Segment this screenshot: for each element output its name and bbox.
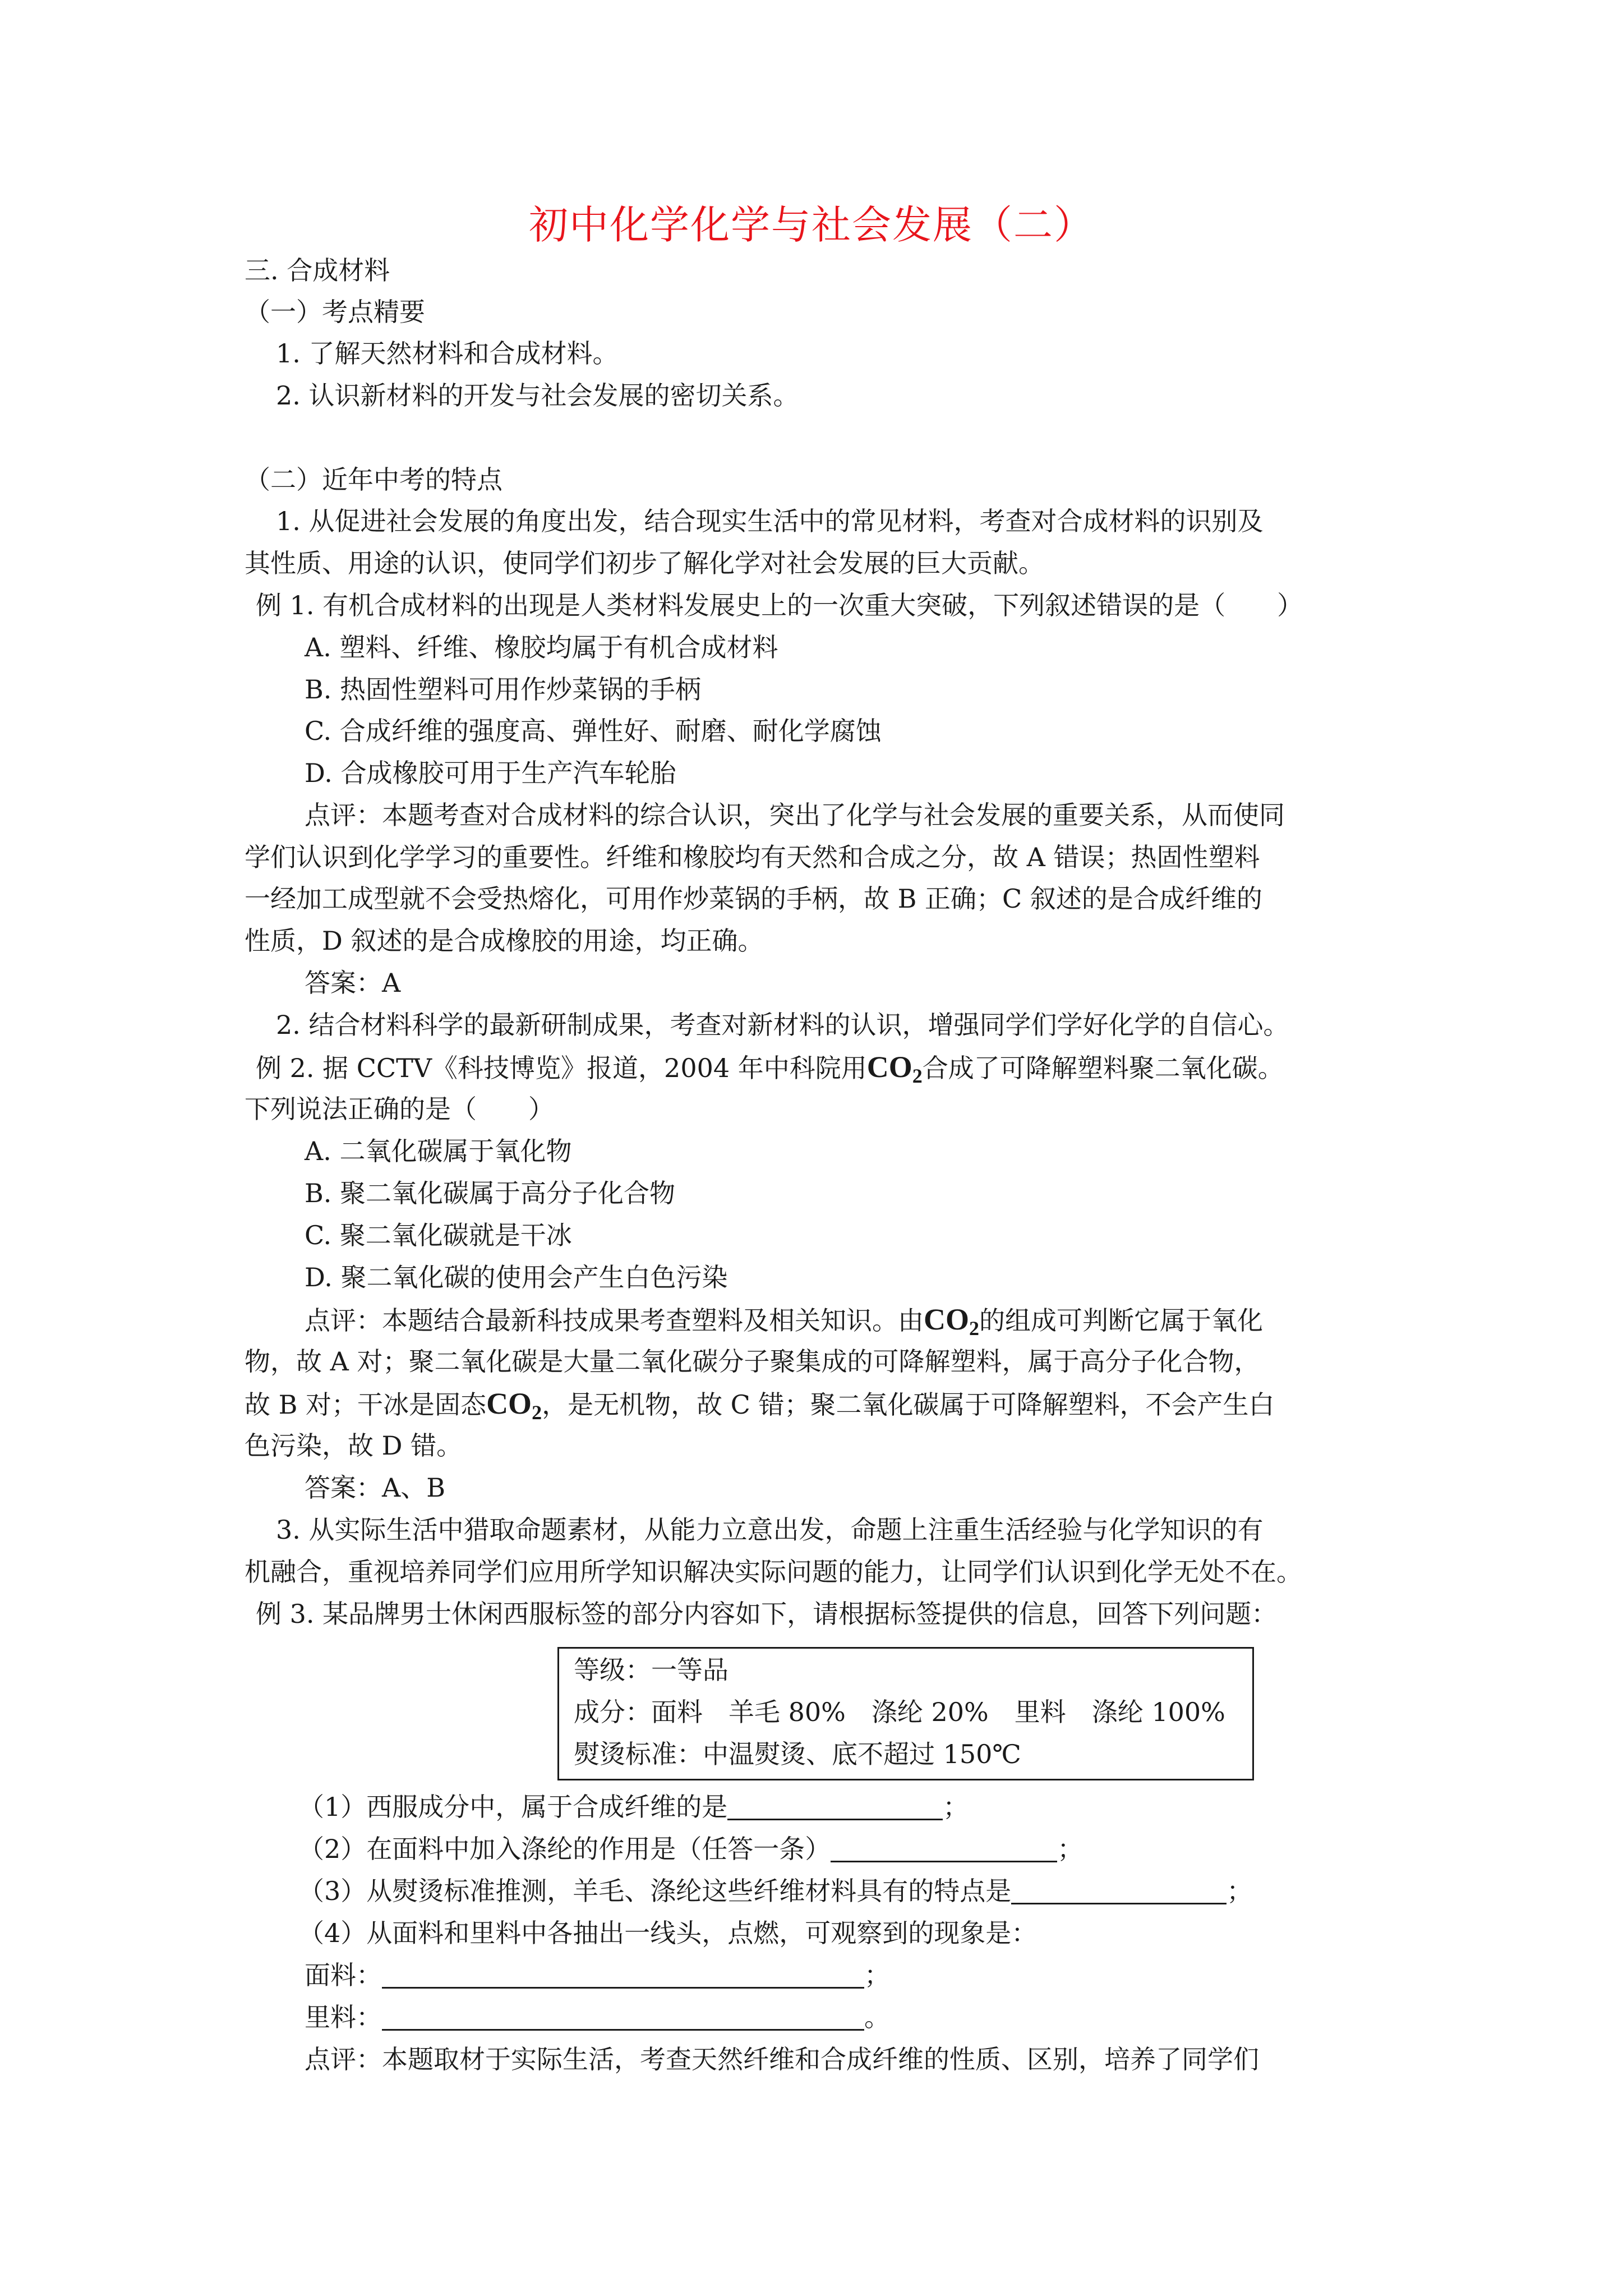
answer-line: 答案：A	[305, 968, 401, 998]
page-title: 初中化学化学与社会发展（二）	[529, 202, 1094, 248]
comment-line: 学们认识到化学学习的重要性。纤维和橡胶均有天然和合成之分，故 A 错误；热固性塑料	[245, 842, 1260, 872]
paragraph-line: 其性质、用途的认识，使同学们初步了解化学对社会发展的巨大贡献。	[245, 548, 1044, 578]
question-text: 合成了可降解塑料聚二氧化碳。	[922, 1053, 1284, 1083]
comment-line: 点评：本题考查对合成材料的综合认识，突出了化学与社会发展的重要关系，从而使同	[305, 800, 1285, 830]
face-fabric-answer	[305, 1958, 890, 1992]
paragraph-line: 1. 从促进社会发展的角度出发，结合现实生活中的常见材料，考查对合成材料的识别及	[276, 506, 1264, 536]
option-c: C. 聚二氧化碳就是干冰	[305, 1220, 572, 1250]
answer-label: 面料：	[305, 1960, 382, 1990]
option-b: B. 聚二氧化碳属于高分子化合物	[305, 1178, 676, 1208]
punctuation: ；	[864, 1960, 890, 1990]
chemical-formula	[486, 1387, 542, 1424]
question-text: （1）西服成分中，属于合成纤维的是	[298, 1792, 728, 1822]
comment-text: 故 B 对；干冰是固态	[245, 1389, 487, 1420]
option-a: A. 塑料、纤维、橡胶均属于有机合成材料	[305, 632, 778, 662]
option-c: C. 合成纤维的强度高、弹性好、耐磨、耐化学腐蚀	[305, 716, 882, 746]
punctuation: ；	[1057, 1834, 1083, 1864]
answer-label: 里料：	[305, 2002, 382, 2032]
question-2	[298, 1832, 1083, 1866]
question-text: 例 2. 据 CCTV《科技博览》报道，2004 年中科院用	[256, 1053, 867, 1083]
subsection-heading: （二）近年中考的特点	[245, 464, 502, 495]
comment-line	[305, 1303, 1263, 1345]
punctuation: ；	[943, 1792, 969, 1822]
question-3	[298, 1874, 1252, 1908]
lining-answer	[305, 2000, 890, 2034]
answer-blank[interactable]	[1011, 1877, 1227, 1904]
question-line: 下列说法正确的是（ ）	[245, 1094, 554, 1124]
comment-line: 性质，D 叙述的是合成橡胶的用途，均正确。	[245, 926, 764, 956]
formula-subscript: 2	[532, 1401, 542, 1424]
comment-line	[245, 1387, 1275, 1429]
example-question: 例 3. 某品牌男士休闲西服标签的部分内容如下，请根据标签提供的信息，回答下列问题：	[256, 1599, 1278, 1629]
paragraph-line: 2. 结合材料科学的最新研制成果，考查对新材料的认识，增强同学们学好化学的自信心。	[276, 1010, 1289, 1040]
comment-text: 点评：本题结合最新科技成果考查塑料及相关知识。由	[305, 1305, 924, 1336]
point-item: 1. 了解天然材料和合成材料。	[276, 338, 619, 369]
formula-base: CO	[486, 1387, 532, 1420]
comment-line: 点评：本题取材于实际生活，考查天然纤维和合成纤维的性质、区别，培养了同学们	[305, 2044, 1259, 2074]
answer-blank[interactable]	[727, 1793, 943, 1820]
garment-label-box	[557, 1647, 1254, 1780]
punctuation: ；	[1227, 1876, 1253, 1906]
question-text: （3）从熨烫标准推测，羊毛、涤纶这些纤维材料具有的特点是	[298, 1876, 1012, 1906]
chemical-formula	[866, 1050, 923, 1087]
answer-line: 答案：A、B	[305, 1473, 446, 1503]
option-d: D. 聚二氧化碳的使用会产生白色污染	[305, 1262, 728, 1292]
punctuation: 。	[864, 2002, 890, 2032]
answer-blank[interactable]	[382, 1961, 864, 1989]
question-1	[298, 1790, 969, 1824]
comment-text: 的组成可判断它属于氧化	[979, 1305, 1263, 1336]
answer-blank[interactable]	[382, 2003, 864, 2031]
section-heading: 三. 合成材料	[245, 255, 390, 286]
example-question: 例 1. 有机合成材料的出现是人类材料发展史上的一次重大突破，下列叙述错误的是（ ）	[256, 590, 1303, 620]
label-line: 成分：面料 羊毛 80% 涤纶 20% 里料 涤纶 100%	[574, 1697, 1225, 1727]
paragraph-line: 机融合，重视培养同学们应用所学知识解决实际问题的能力，让同学们认识到化学无处不在。	[245, 1557, 1302, 1587]
option-a: A. 二氧化碳属于氧化物	[305, 1136, 572, 1166]
formula-base: CO	[866, 1050, 912, 1084]
comment-line: 物，故 A 对；聚二氧化碳是大量二氧化碳分子聚集成的可降解塑料，属于高分子化合物，	[245, 1346, 1260, 1377]
paragraph-line: 3. 从实际生活中猎取命题素材，从能力立意出发，命题上注重生活经验与化学知识的有	[276, 1515, 1264, 1545]
option-d: D. 合成橡胶可用于生产汽车轮胎	[305, 758, 676, 788]
answer-blank[interactable]	[831, 1835, 1057, 1862]
example-question	[256, 1050, 1284, 1093]
comment-text: ，是无机物，故 C 错；聚二氧化碳属于可降解塑料，不会产生白	[542, 1389, 1275, 1420]
question-4: （4）从面料和里料中各抽出一线头，点燃，可观察到的现象是：	[298, 1918, 1038, 1948]
question-text: （2）在面料中加入涤纶的作用是（任答一条）	[298, 1834, 831, 1864]
comment-line: 色污染，故 D 错。	[245, 1430, 463, 1461]
formula-subscript: 2	[969, 1317, 979, 1340]
formula-base: CO	[924, 1303, 969, 1336]
label-line: 熨烫标准：中温熨烫、底不超过 150℃	[574, 1739, 1021, 1769]
label-line: 等级：一等品	[574, 1655, 728, 1685]
chemical-formula	[924, 1303, 979, 1340]
point-item: 2. 认识新材料的开发与社会发展的密切关系。	[276, 380, 799, 411]
option-b: B. 热固性塑料可用作炒菜锅的手柄	[305, 674, 702, 705]
comment-line: 一经加工成型就不会受热熔化，可用作炒菜锅的手柄，故 B 正确；C 叙述的是合成纤维的	[245, 884, 1262, 914]
subsection-heading: （一）考点精要	[245, 297, 425, 327]
formula-subscript: 2	[912, 1065, 923, 1087]
